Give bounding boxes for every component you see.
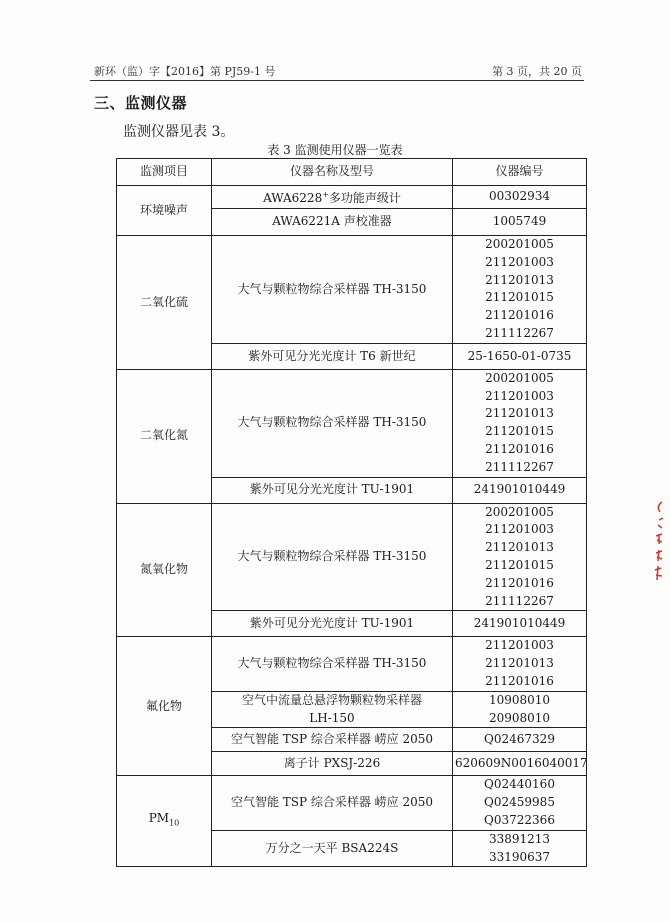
item-fluoride: 氟化物: [117, 637, 212, 776]
instrument-name: 大气与颗粒物综合采样器 TH-3150: [212, 236, 453, 344]
instrument-name: AWA6221A 声校准器: [212, 209, 453, 236]
table-row: [117, 503, 587, 611]
instrument-codes: 33891213 33190637: [453, 830, 587, 867]
doc-number: 新环（监）字【2016】第 PJ59-1 号: [94, 65, 276, 78]
page-info: 第 3 页，共 20 页: [492, 65, 582, 78]
item-nox: 氮氧化物: [117, 503, 212, 637]
item-pm10: $PM_{10}$: [117, 776, 212, 867]
section-title: 三、监测仪器: [94, 94, 188, 112]
instrument-code: 1005749: [453, 209, 587, 236]
instrument-name: 大气与颗粒物综合采样器 TH-3150: [212, 369, 453, 477]
instrument-name: AWA6228+多功能声级计: [212, 186, 453, 209]
instrument-code: 25-1650-01-0735: [453, 343, 587, 369]
item-noise: 环境噪声: [117, 186, 212, 236]
instrument-codes: 211201003 211201013 211201016: [453, 637, 587, 691]
item-no2: 二氧化氮: [117, 369, 212, 503]
instrument-name: 空气中流量总悬浮物颗粒物采样器 LH-150: [212, 691, 453, 728]
instrument-codes: Q02440160 Q02459985 Q03722366: [453, 776, 587, 830]
instrument-codes: 10908010 20908010: [453, 691, 587, 728]
header-item: 监测项目: [117, 159, 212, 186]
instrument-code: 620609N0016040017: [453, 752, 587, 776]
table-row: [117, 236, 587, 344]
instrument-codes: 200201005 211201003 211201013 211201015 211201016 211112267: [453, 369, 587, 477]
header-code: 仪器编号: [453, 159, 587, 186]
header-name: 仪器名称及型号: [212, 159, 453, 186]
instrument-name: 万分之一天平 BSA224S: [212, 830, 453, 867]
instrument-codes: 200201005 211201003 211201013 211201015 211201016 211112267: [453, 503, 587, 611]
instrument-code: 00302934: [453, 186, 587, 209]
instrument-name: 紫外可见分光光度计 TU-1901: [212, 611, 453, 637]
instrument-table: [116, 158, 587, 867]
instrument-name: 空气智能 TSP 综合采样器 崂应 2050: [212, 728, 453, 752]
instrument-name: 离子计 PXSJ-226: [212, 752, 453, 776]
instrument-code: Q02467329: [453, 728, 587, 752]
instrument-name: 大气与颗粒物综合采样器 TH-3150: [212, 637, 453, 691]
table-caption: 表 3 监测使用仪器一览表: [267, 143, 403, 157]
table-row: [117, 776, 587, 830]
table-row: [117, 369, 587, 477]
instrument-name: 空气智能 TSP 综合采样器 崂应 2050: [212, 776, 453, 830]
instrument-name: 紫外可见分光光度计 TU-1901: [212, 477, 453, 503]
table-row: [117, 186, 587, 209]
instrument-name: 大气与颗粒物综合采样器 TH-3150: [212, 503, 453, 611]
instrument-code: 241901010449: [453, 477, 587, 503]
page-header: [90, 58, 584, 81]
item-so2: 二氧化硫: [117, 236, 212, 370]
table-row: [117, 637, 587, 691]
section-intro: 监测仪器见表 3。: [123, 124, 235, 140]
instrument-code: 241901010449: [453, 611, 587, 637]
instrument-name: 紫外可见分光光度计 T6 新世纪: [212, 343, 453, 369]
instrument-codes: 200201005 211201003 211201013 211201015 211201016 211112267: [453, 236, 587, 344]
table-header-row: [117, 159, 587, 186]
seal-stamp-fragment: [650, 498, 664, 588]
